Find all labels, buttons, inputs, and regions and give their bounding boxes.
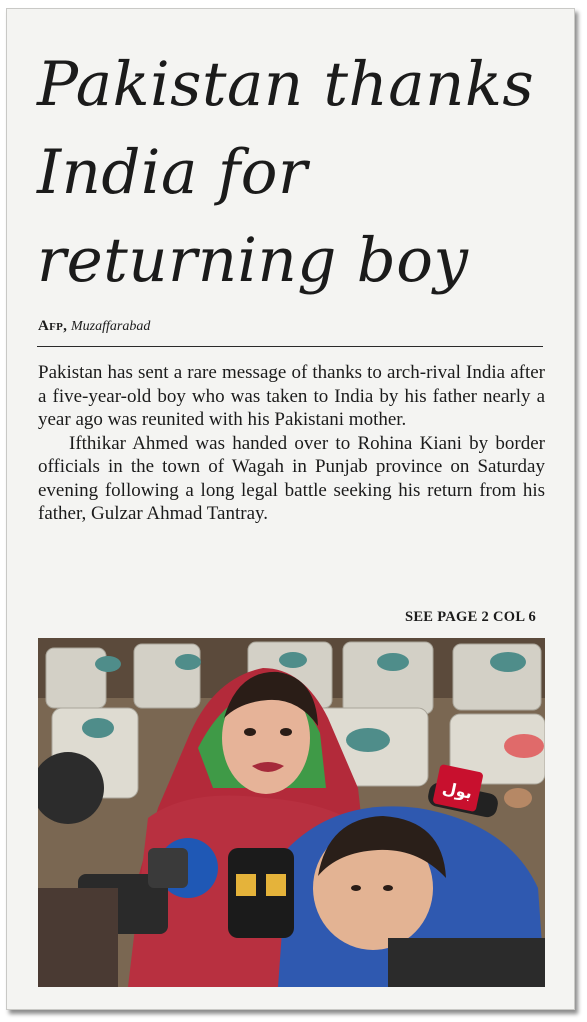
newspaper-clipping <box>6 8 575 1010</box>
byline <box>38 318 150 335</box>
byline-rule <box>37 346 543 347</box>
news-photo <box>38 638 545 987</box>
mic-logo-text: بول <box>440 778 475 803</box>
byline-place: Muzaffarabad <box>70 319 151 334</box>
paragraph-1: Pakistan has sent a rare message of thanks to arch-rival India after a five-year-old boy who was taken to India by his father nearly a year ago was reunited with his Pakistani mother. <box>38 362 545 430</box>
paragraph-2: Ifthikar Ahmed was handed over to Rohina Kiani by border officials in the town of Wagah in Punjab province on Saturday evening following a long legal battle seeking his return from his father, Gulzar Ahmad Tantray. <box>38 432 545 524</box>
article-body <box>38 361 545 526</box>
headline: Pakistan thanks India for returning boy <box>37 49 535 296</box>
byline-agency: Afp, <box>38 318 68 334</box>
continuation-note: SEE PAGE 2 COL 6 <box>404 609 536 625</box>
photo-illustration <box>38 638 545 987</box>
